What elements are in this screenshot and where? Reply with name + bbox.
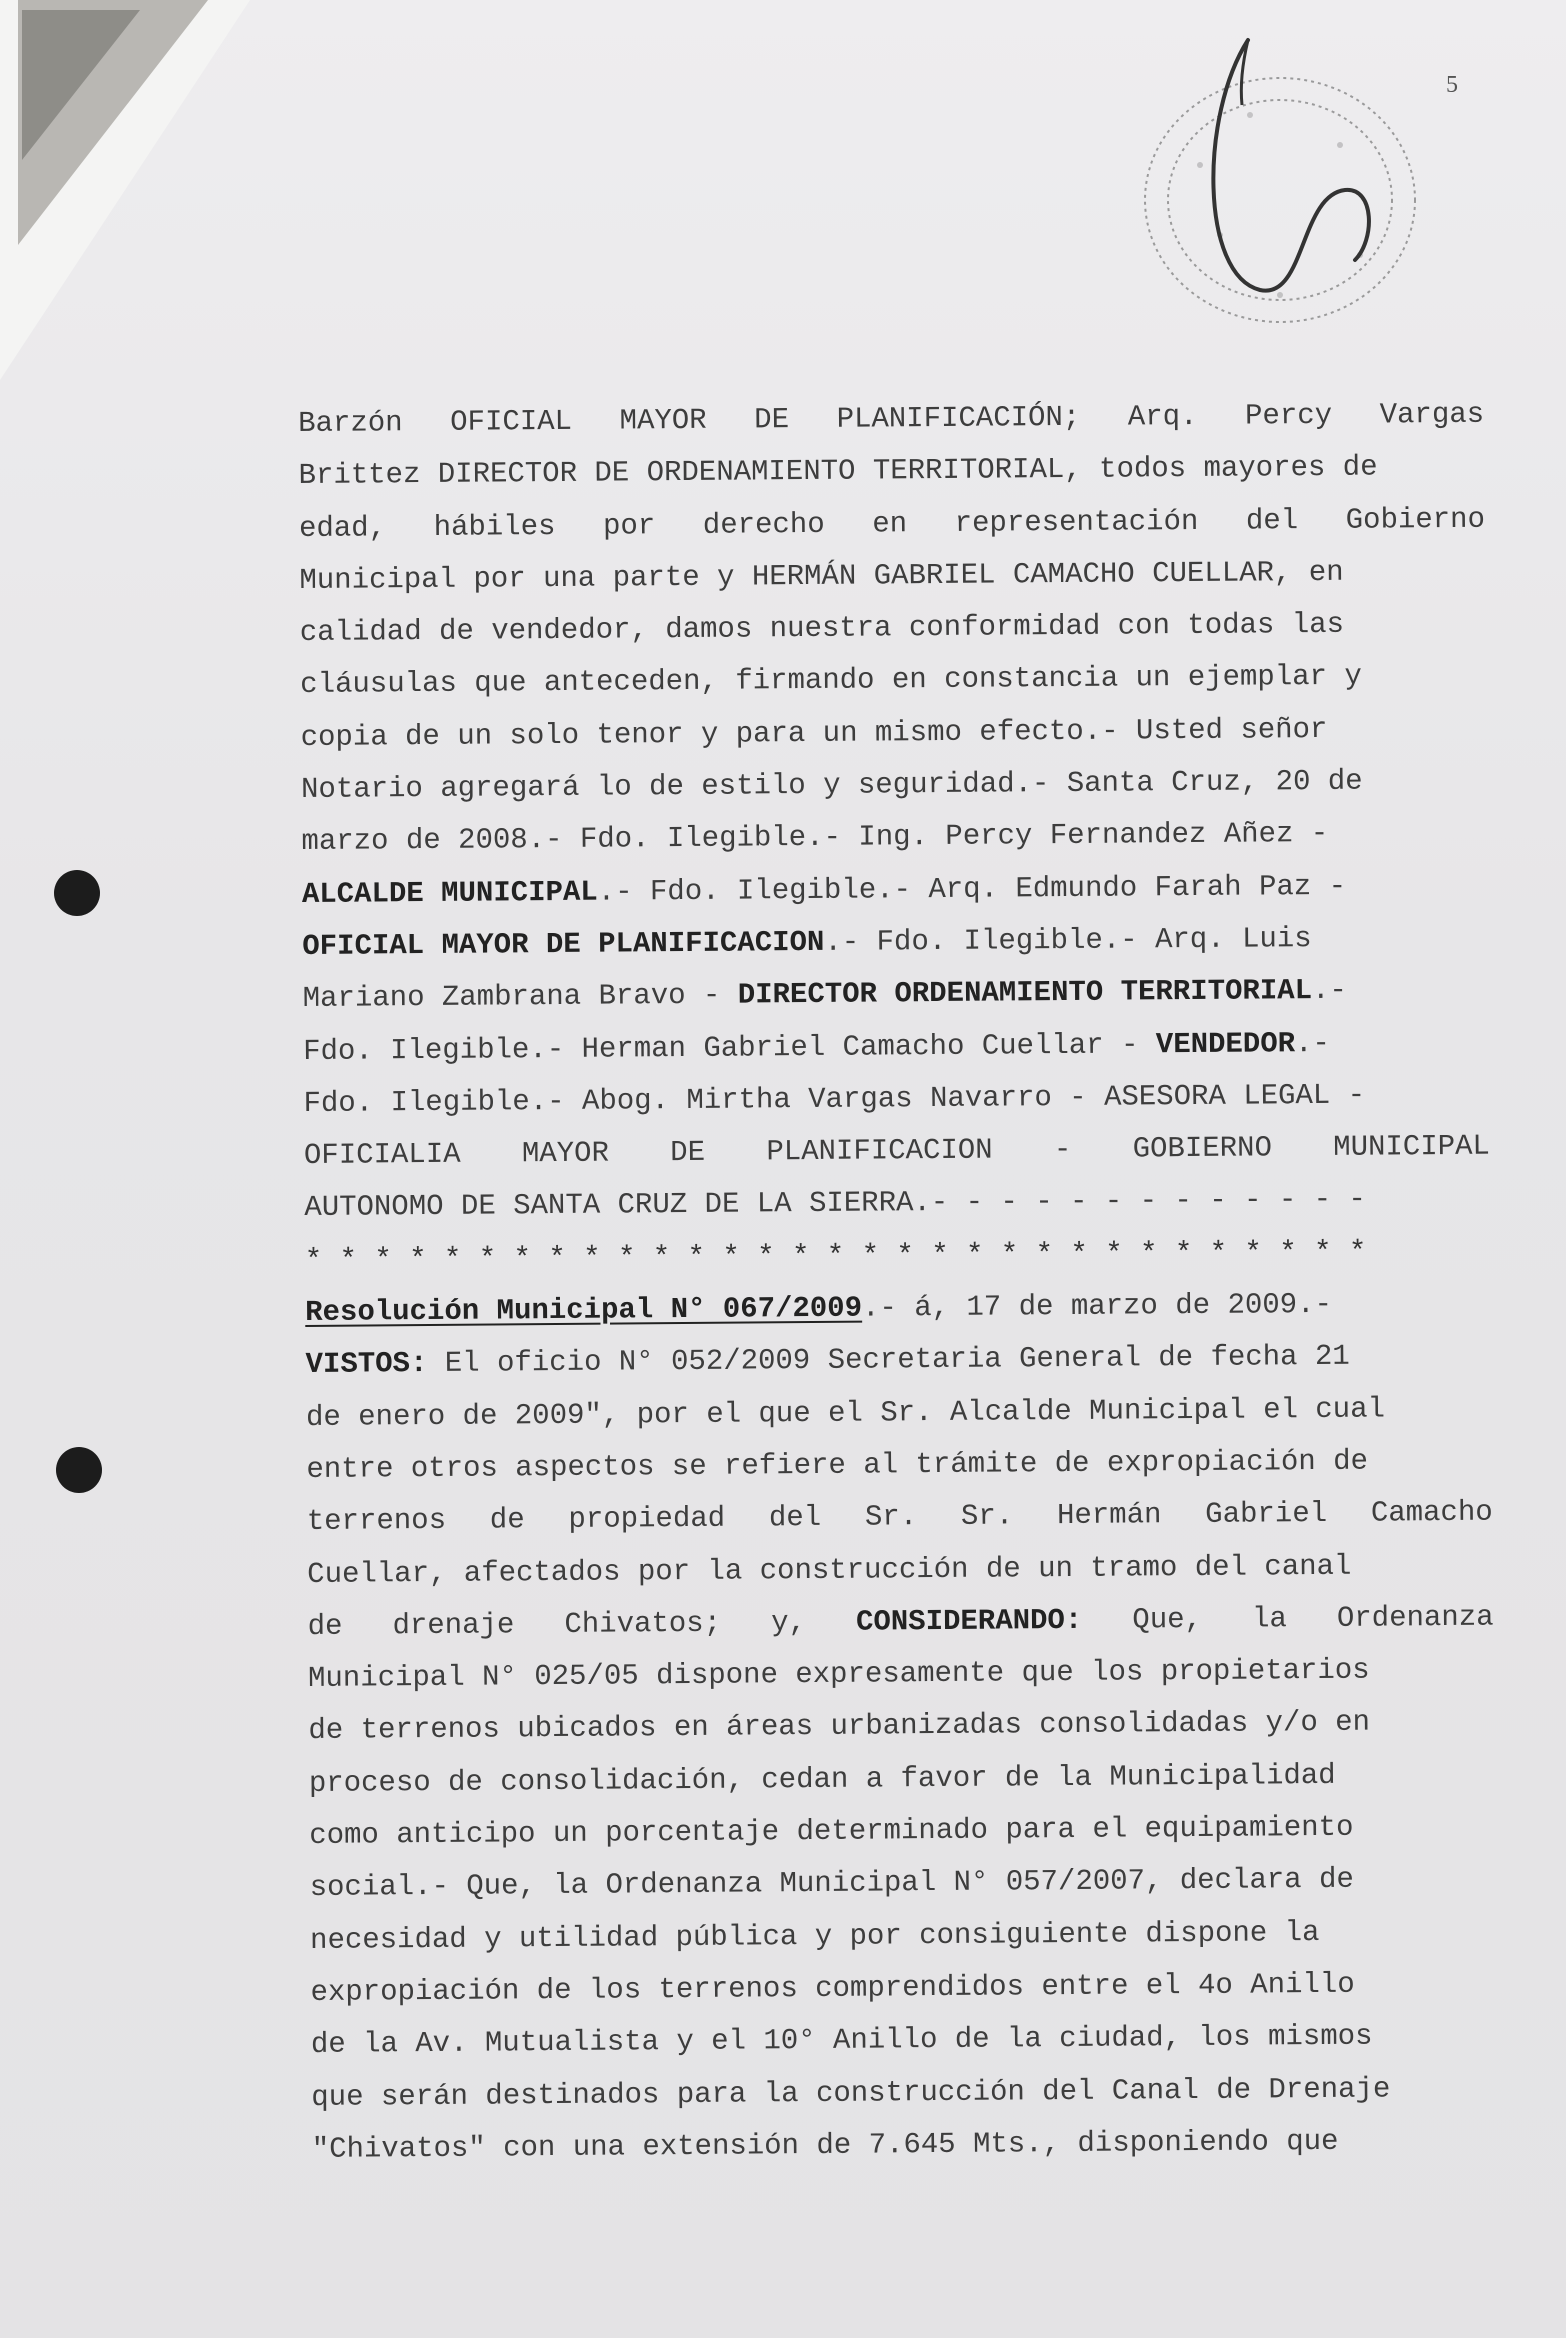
text-segment: .- (1294, 1026, 1331, 1060)
text-segment: expropiación de los terrenos comprendidos entre el 4o Anillo (310, 1967, 1355, 2009)
text-segment: Barzón (298, 406, 403, 440)
corner-underlayer (22, 10, 140, 160)
text-segment: social.- Que, la Ordenanza Municipal N° 057/2007, declara de (309, 1863, 1354, 1905)
text-segment: Brittez DIRECTOR DE ORDENAMIENTO TERRITORIAL, todos mayores de (298, 450, 1378, 493)
text-line (304, 1121, 1490, 1183)
text-segment: propiedad (568, 1501, 726, 1537)
text-segment: .- Fdo. Ilegible.- Arq. Edmundo Farah Paz - (597, 869, 1347, 909)
text-segment: .- á, 17 de marzo de 2009.- (861, 1287, 1333, 1325)
text-segment: Notario agregará lo de estilo y seguridad.- Santa Cruz, 20 de (300, 764, 1363, 807)
text-line (303, 964, 1489, 1026)
page-number: 5 (1446, 72, 1458, 98)
text-segment: Sr. (960, 1499, 1014, 1534)
text-segment: hábiles (433, 509, 556, 544)
text-line (303, 1069, 1489, 1131)
text-segment: entre otros aspectos se refiere al trámite de expropiación de (306, 1444, 1369, 1486)
text-segment: Municipal N° 025/05 dispone expresamente que los propietarios (307, 1653, 1370, 1696)
text-line (305, 1278, 1491, 1340)
punch-hole (56, 1447, 102, 1493)
text-segment: Sr. (864, 1500, 918, 1534)
text-segment: * * * * * * * * * * * * * * * * * * * * * * * * * * * * * * * (304, 1235, 1367, 1277)
text-segment: Hermán (1056, 1498, 1162, 1533)
text-segment: .- (1311, 974, 1348, 1008)
text-line (301, 755, 1487, 817)
text-segment: OFICIALIA (303, 1137, 461, 1173)
text-segment: Vargas (1379, 397, 1485, 432)
text-line (298, 389, 1484, 451)
text-segment: del (768, 1501, 822, 1535)
text-segment: como anticipo un porcentaje determinado para el equipamiento (309, 1810, 1354, 1852)
text-segment: Fdo. Ilegible.- Herman Gabriel Camacho Cuellar - (302, 1027, 1156, 1068)
text-segment: CONSIDERANDO: (855, 1603, 1083, 1639)
text-line (312, 2114, 1498, 2176)
text-line (305, 1330, 1491, 1392)
text-segment: AUTONOMO DE SANTA CRUZ DE LA SIERRA.- - - - - - - - - - - - - (304, 1183, 1367, 1225)
text-segment: Mariano Zambrana Bravo - (302, 978, 738, 1016)
text-line (302, 859, 1488, 921)
text-segment: la (1251, 1602, 1287, 1636)
text-segment: Resolución Municipal N° 067/2009 (305, 1291, 863, 1330)
text-segment: Cuellar, afectados por la construcción de un tramo del canal (307, 1549, 1352, 1591)
text-segment: MUNICIPAL (1333, 1129, 1491, 1165)
text-line (308, 1696, 1494, 1758)
text-segment: DE (670, 1135, 706, 1170)
text-segment: OFICIAL (450, 404, 573, 439)
text-segment: El oficio N° 052/2009 Secretaria General de fecha 21 (427, 1340, 1350, 1381)
text-segment: drenaje (392, 1608, 515, 1643)
text-line (300, 650, 1486, 712)
text-segment: proceso de consolidación, cedan a favor de la Municipalidad (308, 1758, 1336, 1800)
text-line (310, 1958, 1496, 2020)
text-segment: Gobierno (1345, 502, 1486, 537)
text-segment: necesidad y utilidad pública y por consiguiente dispone la (309, 1915, 1320, 1957)
text-line (309, 1748, 1495, 1810)
text-segment: marzo de 2008.- Fdo. Ilegible.- Ing. Percy Fernandez Añez - (301, 817, 1329, 859)
text-line (304, 1173, 1490, 1235)
text-segment: de terrenos ubicados en áreas urbanizadas consolidadas y/o en (308, 1706, 1371, 1748)
text-segment: VENDEDOR (1155, 1026, 1296, 1061)
text-segment: DE (754, 403, 790, 437)
text-line (306, 1435, 1492, 1497)
text-segment: del (1245, 503, 1299, 538)
text-segment: PLANIFICACION (766, 1133, 993, 1169)
text-segment: Fdo. Ilegible.- Abog. Mirtha Vargas Navarro - ASESORA LEGAL - (303, 1078, 1366, 1120)
text-line (308, 1644, 1494, 1706)
text-segment: de enero de 2009", por el que el Sr. Alcalde Municipal el cual (305, 1392, 1386, 1434)
text-segment: terrenos (306, 1504, 447, 1539)
text-line (299, 546, 1485, 608)
text-segment: de (489, 1503, 525, 1537)
seal-stamp-with-signature (1130, 25, 1430, 345)
text-segment: VISTOS: (305, 1347, 428, 1382)
text-line (300, 598, 1486, 660)
text-line (299, 493, 1485, 555)
text-segment: calidad de vendedor, damos nuestra conformidad con todas las (299, 607, 1345, 650)
text-segment: cláusulas que anteceden, firmando en constancia un ejemplar y (300, 660, 1362, 702)
text-segment: - (1053, 1133, 1072, 1167)
text-segment: Gabriel (1205, 1497, 1328, 1532)
text-segment: .- Fdo. Ilegible.- Arq. Luis (824, 922, 1312, 959)
text-segment: y, (771, 1605, 807, 1640)
text-segment: por (602, 508, 656, 543)
text-line (310, 1905, 1496, 1967)
text-line (298, 441, 1484, 503)
text-line (303, 1016, 1489, 1078)
text-segment: que serán destinados para la construcción del Canal de Drenaje (311, 2071, 1391, 2114)
text-segment: Percy (1244, 398, 1333, 433)
text-line (301, 807, 1487, 869)
text-segment: Que, (1132, 1602, 1203, 1637)
text-line (306, 1382, 1492, 1444)
text-line (307, 1539, 1493, 1601)
punch-hole (54, 870, 100, 916)
text-segment: PLANIFICACIÓN; (836, 400, 1081, 436)
text-segment: edad, (298, 510, 387, 545)
text-segment: Arq. (1127, 399, 1198, 434)
text-line (305, 1225, 1491, 1287)
text-segment: MAYOR (521, 1136, 610, 1171)
text-segment: representación (954, 504, 1199, 540)
text-line (300, 702, 1486, 764)
text-line (302, 912, 1488, 974)
text-line (309, 1801, 1495, 1863)
text-segment: Camacho (1370, 1495, 1493, 1530)
text-segment: Ordenanza (1336, 1600, 1494, 1635)
document-body-text (298, 389, 1498, 2176)
text-line (307, 1591, 1493, 1653)
text-segment: OFICIAL MAYOR DE PLANIFICACION (302, 925, 825, 963)
text-segment: MAYOR (619, 403, 707, 438)
text-segment: de la Av. Mutualista y el 10° Anillo de la ciudad, los mismos (310, 2019, 1373, 2062)
text-segment: "Chivatos" con una extensión de 7.645 Mts., disponiendo que (311, 2124, 1339, 2166)
text-segment: copia de un solo tenor y para un mismo efecto.- Usted señor (300, 712, 1328, 754)
text-segment: GOBIERNO (1132, 1131, 1273, 1166)
text-segment: en (872, 506, 908, 541)
text-segment: Municipal por una parte y HERMÁN GABRIEL CAMACHO CUELLAR, en (299, 555, 1344, 597)
text-segment: ALCALDE MUNICIPAL (301, 875, 598, 911)
text-segment: derecho (702, 507, 825, 542)
text-line (311, 2062, 1497, 2124)
text-line (310, 1853, 1496, 1915)
text-segment: de (307, 1609, 343, 1643)
text-line (311, 2010, 1497, 2072)
text-line (307, 1487, 1493, 1549)
text-segment: DIRECTOR ORDENAMIENTO TERRITORIAL (737, 974, 1313, 1012)
text-segment: Chivatos; (564, 1606, 722, 1641)
